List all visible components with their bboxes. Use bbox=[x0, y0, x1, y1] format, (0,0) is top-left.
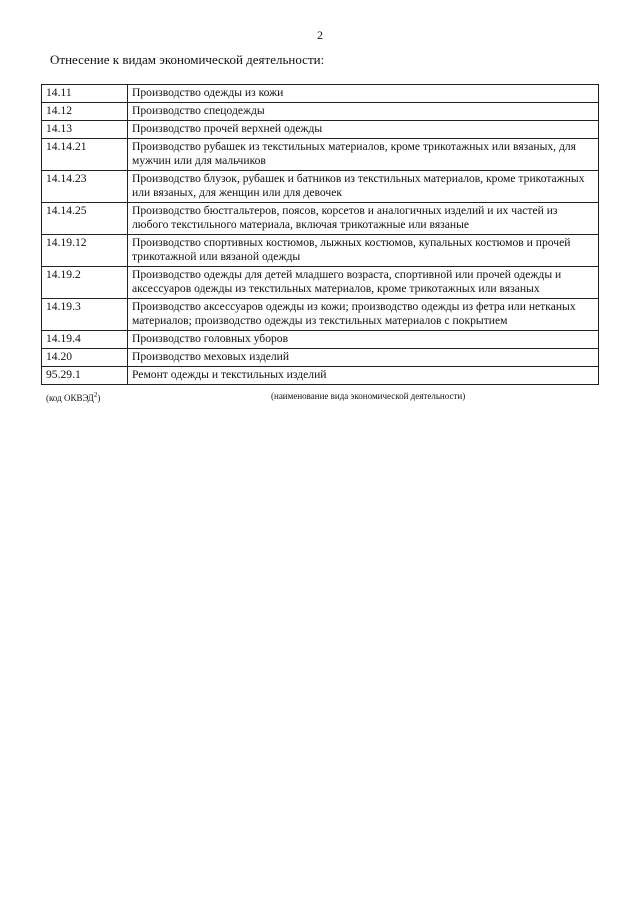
activity-name: Производство бюстгальтеров, поясов, корсетов и аналогичных изделий и их частей из любого текстильного материала, включая трикотажные или вязаные bbox=[128, 203, 599, 235]
okved-code: 14.12 bbox=[42, 103, 128, 121]
activity-name: Производство спецодежды bbox=[128, 103, 599, 121]
activity-name: Ремонт одежды и текстильных изделий bbox=[128, 367, 599, 385]
okved-code: 14.14.25 bbox=[42, 203, 128, 235]
activity-name: Производство спортивных костюмов, лыжных костюмов, купальных костюмов и прочей трикотажной или вязаной одежды bbox=[128, 235, 599, 267]
table-row bbox=[42, 203, 599, 235]
table-row bbox=[42, 267, 599, 299]
okved-code: 14.19.12 bbox=[42, 235, 128, 267]
table-row bbox=[42, 299, 599, 331]
activity-name: Производство головных уборов bbox=[128, 331, 599, 349]
okved-code: 14.19.2 bbox=[42, 267, 128, 299]
okved-code: 14.19.3 bbox=[42, 299, 128, 331]
table-row bbox=[42, 367, 599, 385]
table-row bbox=[42, 85, 599, 103]
legend-code-close: ) bbox=[97, 393, 101, 403]
okved-code: 14.19.4 bbox=[42, 331, 128, 349]
section-heading: Отнесение к видам экономической деятельности: bbox=[50, 52, 325, 67]
okved-table bbox=[41, 84, 599, 385]
activity-name: Производство аксессуаров одежды из кожи; производство одежды из фетра или нетканых материалов; производство одежды из текстильных материалов с покрытием bbox=[128, 299, 599, 331]
okved-code: 14.14.23 bbox=[42, 171, 128, 203]
table-row bbox=[42, 349, 599, 367]
table-row bbox=[42, 103, 599, 121]
legend-name-caption: (наименование вида экономической деятельности) bbox=[271, 391, 466, 401]
legend-code-caption bbox=[46, 391, 100, 403]
okved-code: 14.11 bbox=[42, 85, 128, 103]
legend-code-label: (код ОКВЭД bbox=[46, 393, 94, 403]
activity-name: Производство прочей верхней одежды bbox=[128, 121, 599, 139]
okved-code: 95.29.1 bbox=[42, 367, 128, 385]
okved-code: 14.13 bbox=[42, 121, 128, 139]
activity-name: Производство одежды для детей младшего возраста, спортивной или прочей одежды и аксессуаров одежды из текстильных материалов, кроме трикотажных или вязаных bbox=[128, 267, 599, 299]
table-row bbox=[42, 171, 599, 203]
okved-code: 14.20 bbox=[42, 349, 128, 367]
table-row bbox=[42, 139, 599, 171]
activity-name: Производство рубашек из текстильных материалов, кроме трикотажных или вязаных, для мужчин или для мальчиков bbox=[128, 139, 599, 171]
activity-name: Производство одежды из кожи bbox=[128, 85, 599, 103]
footnote-marker: 2 bbox=[93, 391, 98, 399]
table-row bbox=[42, 235, 599, 267]
page-number: 2 bbox=[317, 28, 323, 42]
activity-name: Производство блузок, рубашек и батников из текстильных материалов, кроме трикотажных или вязаных, для женщин или для девочек bbox=[128, 171, 599, 203]
table-row bbox=[42, 121, 599, 139]
table-row bbox=[42, 331, 599, 349]
activity-name: Производство меховых изделий bbox=[128, 349, 599, 367]
okved-code: 14.14.21 bbox=[42, 139, 128, 171]
